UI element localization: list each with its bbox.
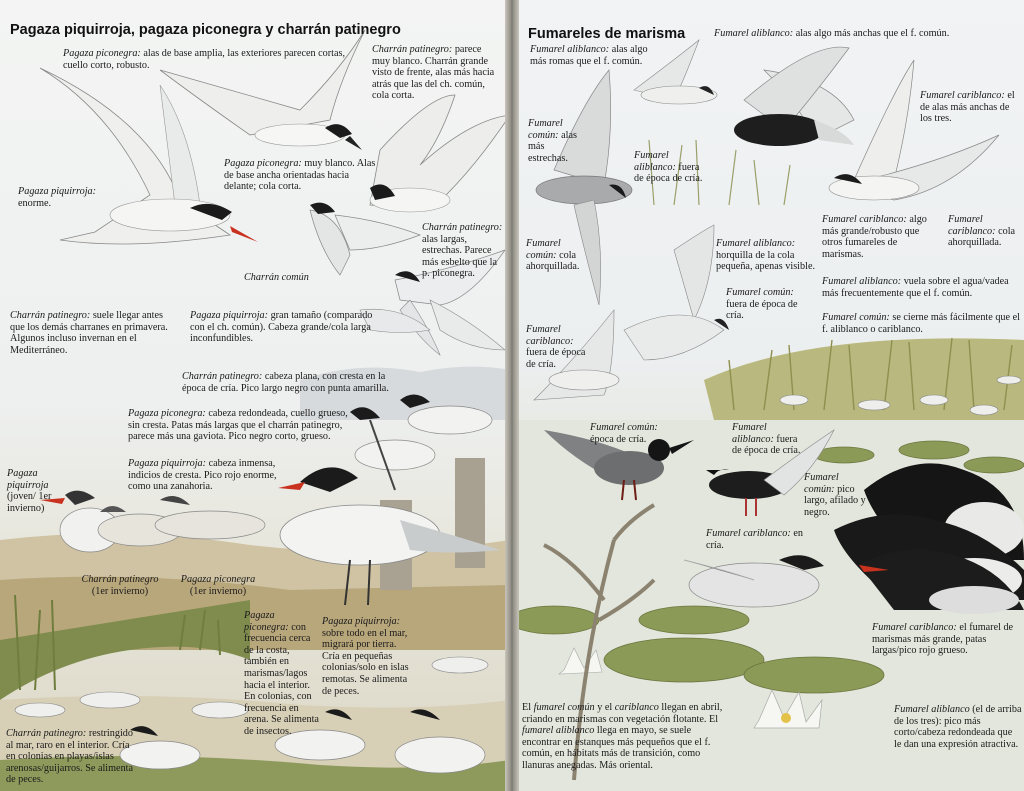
caption: Fumarel cariblanco: cola ahorquillada.	[948, 214, 1016, 249]
charran-comun-flying	[310, 203, 420, 275]
caption: Pagaza piconegra: cabeza redondeada, cuello grueso, sin cresta. Patas más largas que el charrán patinegro, parece más una gaviota. Pico negro corto, grueso.	[128, 408, 348, 443]
caption: Pagaza piquirroja: sobre todo en el mar, migrará por tierra. Cría en pequeñas colonias/solo en islas remotas. Se alimenta de peces.	[322, 616, 409, 697]
caption: Charrán común	[244, 272, 309, 283]
caption: Fumarel cariblanco: en cría.	[706, 528, 803, 551]
caption: Fumarel aliblanco: fuera de época de cría.	[634, 150, 703, 185]
caption: Fumarel común: cola ahorquillada.	[526, 238, 580, 273]
caption: Charrán patinegro: suele llegar antes que los demás charranes en primavera. Algunos incluso invernan en el Mediterráneo.	[10, 310, 168, 356]
caption: Fumarel aliblanco: alas algo más anchas que el f. común.	[714, 28, 950, 39]
caption: Charrán patinegro: parece muy blanco. Charrán grande visto de frente, alas más hacia atrás que las del ch. común, cola corta.	[372, 44, 495, 102]
caption: Pagaza piconegra: muy blanco. Alas de base ancha orientadas hacia delante; cola corta.	[224, 158, 376, 193]
caption: Pagaza piconegra (1er invierno)	[180, 574, 256, 597]
caption: Fumarel aliblanco: fuera de época de cría.	[732, 422, 801, 457]
caption: Charrán patinegro: cabeza plana, con cresta en la época de cría. Pico largo negro con punta amarilla.	[182, 371, 389, 394]
caption: Charrán patinegro: restringido al mar, raro en el interior. Cría en colonias en playas/islas arenosas/guijarros. Se alimenta de peces.	[6, 728, 134, 786]
caption: Fumarel aliblanco: vuela sobre el agua/vadea más frecuentemente que el f. común.	[822, 276, 1009, 299]
caption: Fumarel aliblanco: alas algo más romas que el f. común.	[530, 44, 648, 67]
caption: Charrán patinegro (1er invierno)	[81, 574, 159, 597]
book-gutter	[505, 0, 519, 791]
caption: Fumarel cariblanco: el de alas más anchas de los tres.	[920, 90, 1015, 125]
caption: Fumarel común: se cierne más fácilmente que el f. aliblanco o cariblanco.	[822, 312, 1020, 335]
caption: Pagaza piconegra: alas de base amplia, las exteriores parecen cortas, cuello corto, robusto.	[63, 48, 346, 71]
caption: Fumarel común: pico largo, afilado y negro.	[804, 472, 866, 518]
caption: Pagaza piquirroja (joven/ 1er invierno)	[7, 468, 52, 514]
left-page-title: Pagaza piquirroja, pagaza piconegra y charrán patinegro	[10, 22, 401, 38]
fumarel-comun-flying-2	[624, 225, 729, 360]
caption: Pagaza piconegra: con frecuencia cerca de la costa, también en marismas/lagos hacia el interior. En colonias, con frecuencia en arena. Se alimenta de insectos.	[244, 610, 319, 737]
right-page	[514, 0, 1024, 791]
caption: Pagaza piquirroja: enorme.	[18, 186, 97, 209]
caption: Fumarel común: época de cría.	[590, 422, 658, 445]
fumarel-aliblanco-flying	[734, 47, 854, 146]
caption: Fumarel aliblanco (el de arriba de los tres): pico más corto/cabeza redondeada que le dan una expresión atractiva.	[894, 704, 1022, 750]
caption: El fumarel común y el cariblanco llegan en abril, criando en marismas con vegetación flotante. El fumarel aliblanco llega en mayo, se suele encontrar en estanques más pequeños que el f. común, en hábitats más de transición, como llanuras anegadas. Más oriental.	[522, 702, 723, 771]
caption: Fumarel cariblanco: fuera de época de cría.	[526, 324, 586, 370]
right-page-title: Fumareles de marisma	[528, 26, 686, 42]
caption: Fumarel común: fuera de época de cría.	[726, 287, 798, 322]
caption: Pagaza piquirroja: gran tamaño (comparado con el ch. común). Cabeza grande/cola larga inconfundibles.	[190, 310, 373, 345]
caption: Fumarel aliblanco: horquilla de la cola pequeña, apenas visible.	[716, 238, 816, 273]
fumarel-cariblanco-flying	[829, 60, 999, 200]
caption: Fumarel común: alas más estrechas.	[528, 118, 577, 164]
caption: Fumarel cariblanco: el fumarel de marismas más grande, patas largas/pico rojo grueso.	[872, 622, 1014, 657]
caption: Charrán patinegro: alas largas, estrechas. Parece más esbelto que la p. piconegra.	[422, 222, 503, 280]
charran-patinegro-flying	[370, 95, 510, 212]
left-page	[0, 0, 510, 791]
caption: Pagaza piquirroja: cabeza inmensa, indicios de cresta. Pico rojo enorme, como una zanahoria.	[128, 458, 277, 493]
caption: Fumarel cariblanco: algo más grande/robusto que otros fumareles de marismas.	[822, 214, 927, 260]
